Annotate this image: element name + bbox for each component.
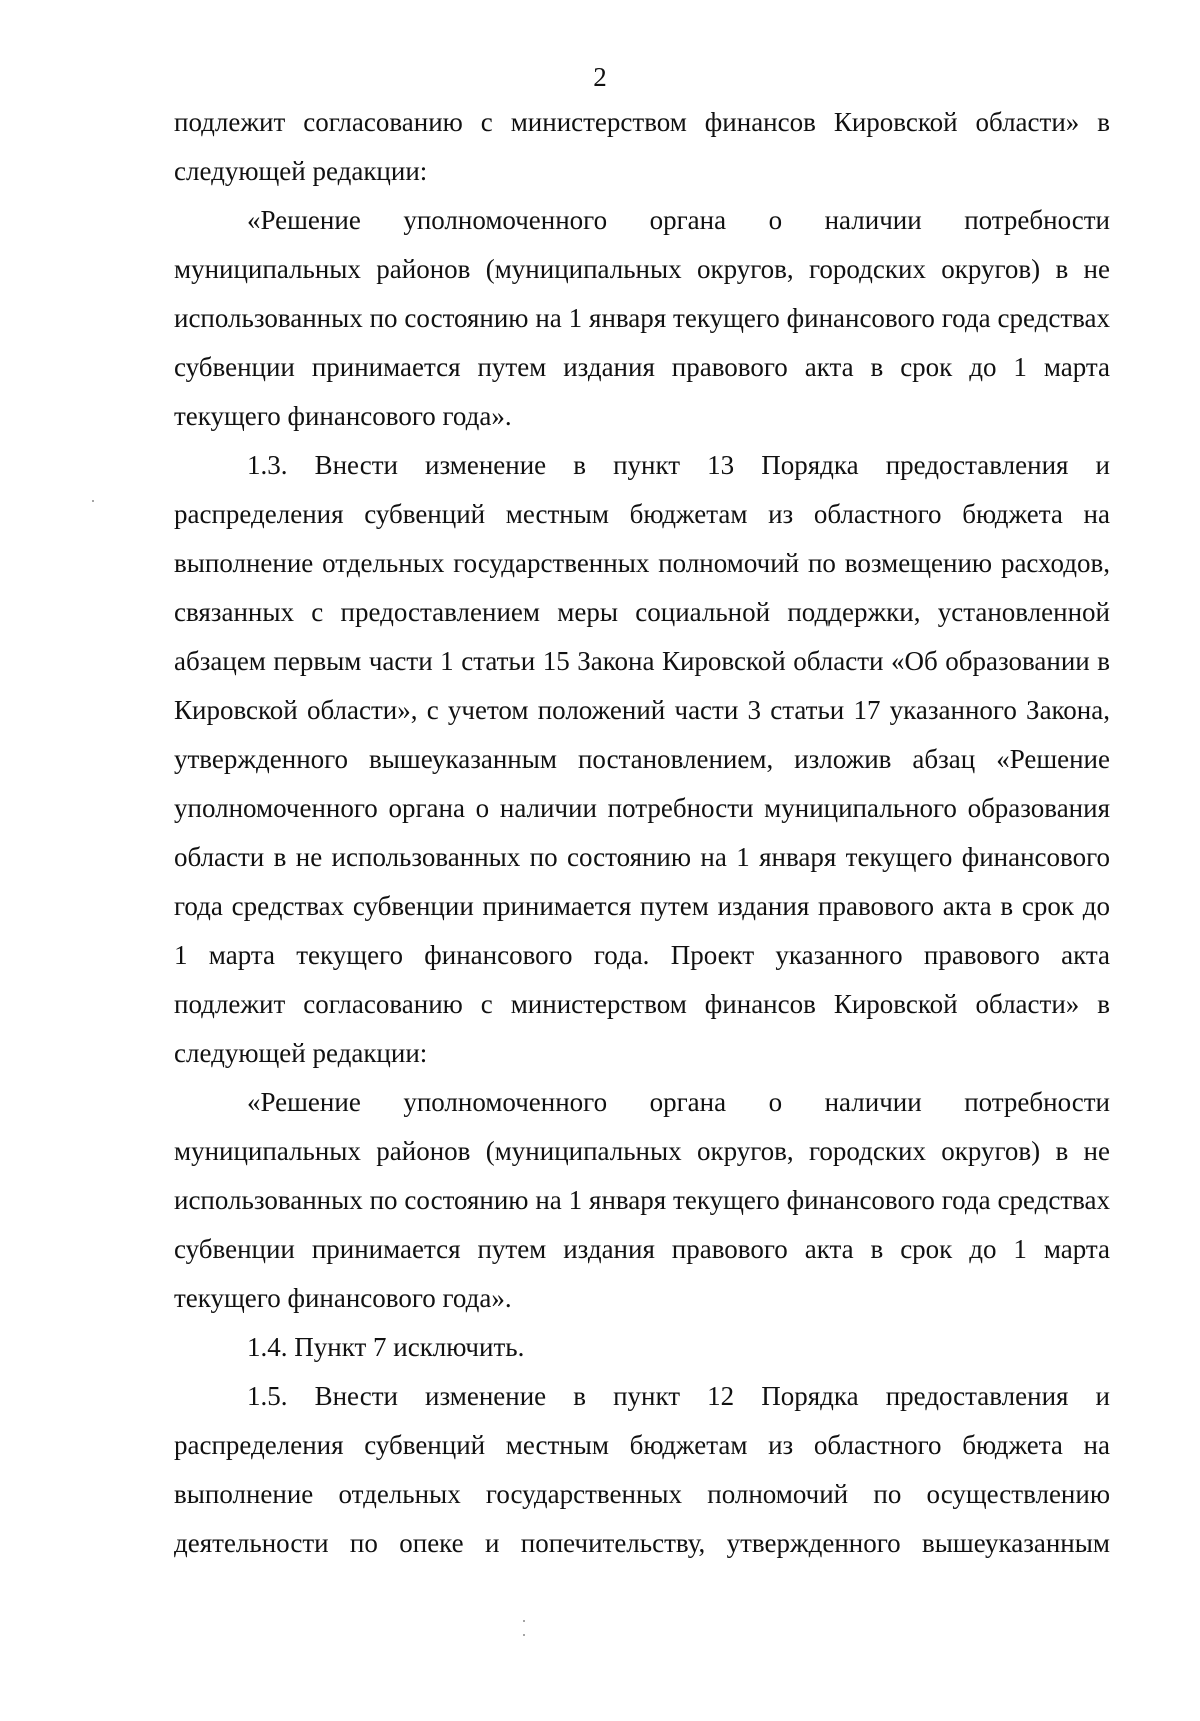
paragraph-item-1-4: 1.4. Пункт 7 исключить.: [247, 1332, 525, 1362]
paragraph-continuation: подлежит согласованию с министерством финансов Кировской области» в следующей редакции:: [174, 107, 1110, 186]
paragraph-quoted-decision-1: «Решение уполномоченного органа о наличии потребности муниципальных районов (муниципальных округов, городских округов) в не использованных по состоянию на 1 января текущего финансового года средствах субвенции принимается путем издания правового акта в срок до 1 марта текущего финансового года».: [174, 205, 1110, 431]
paragraph-item-1-3: 1.3. Внести изменение в пункт 13 Порядка предоставления и распределения субвенций местным бюджетам из областного бюджета на выполнение отдельных государственных полномочий по возмещению расходов, связанных с предоставлением меры социальной поддержки, установленной абзацем первым части 1 статьи 15 Закона Кировской области «Об образовании в Кировской области», с учетом положений части 3 статьи 17 указанного Закона, утвержденного вышеуказанным постановлением, изложив абзац «Решение уполномоченного органа о наличии потребности муниципального образования области в не использованных по состоянию на 1 января текущего финансового года средствах субвенции принимается путем издания правового акта в срок до 1 марта текущего финансового года. Проект указанного правового акта подлежит согласованию с министерством финансов Кировской области» в следующей редакции:: [174, 450, 1110, 1068]
document-body: [174, 98, 1110, 1568]
scan-speck: [92, 500, 94, 502]
page-number: 2: [593, 62, 607, 92]
scan-speck: [523, 1634, 525, 1636]
paragraph-quoted-decision-2: «Решение уполномоченного органа о наличии потребности муниципальных районов (муниципальных округов, городских округов) в не использованных по состоянию на 1 января текущего финансового года средствах субвенции принимается путем издания правового акта в срок до 1 марта текущего финансового года».: [174, 1087, 1110, 1313]
scan-speck: [523, 1620, 525, 1622]
paragraph-item-1-5: 1.5. Внести изменение в пункт 12 Порядка предоставления и распределения субвенций местным бюджетам из областного бюджета на выполнение отдельных государственных полномочий по осуществлению деятельности по опеке и попечительству, утвержденного вышеуказанным: [174, 1381, 1110, 1558]
